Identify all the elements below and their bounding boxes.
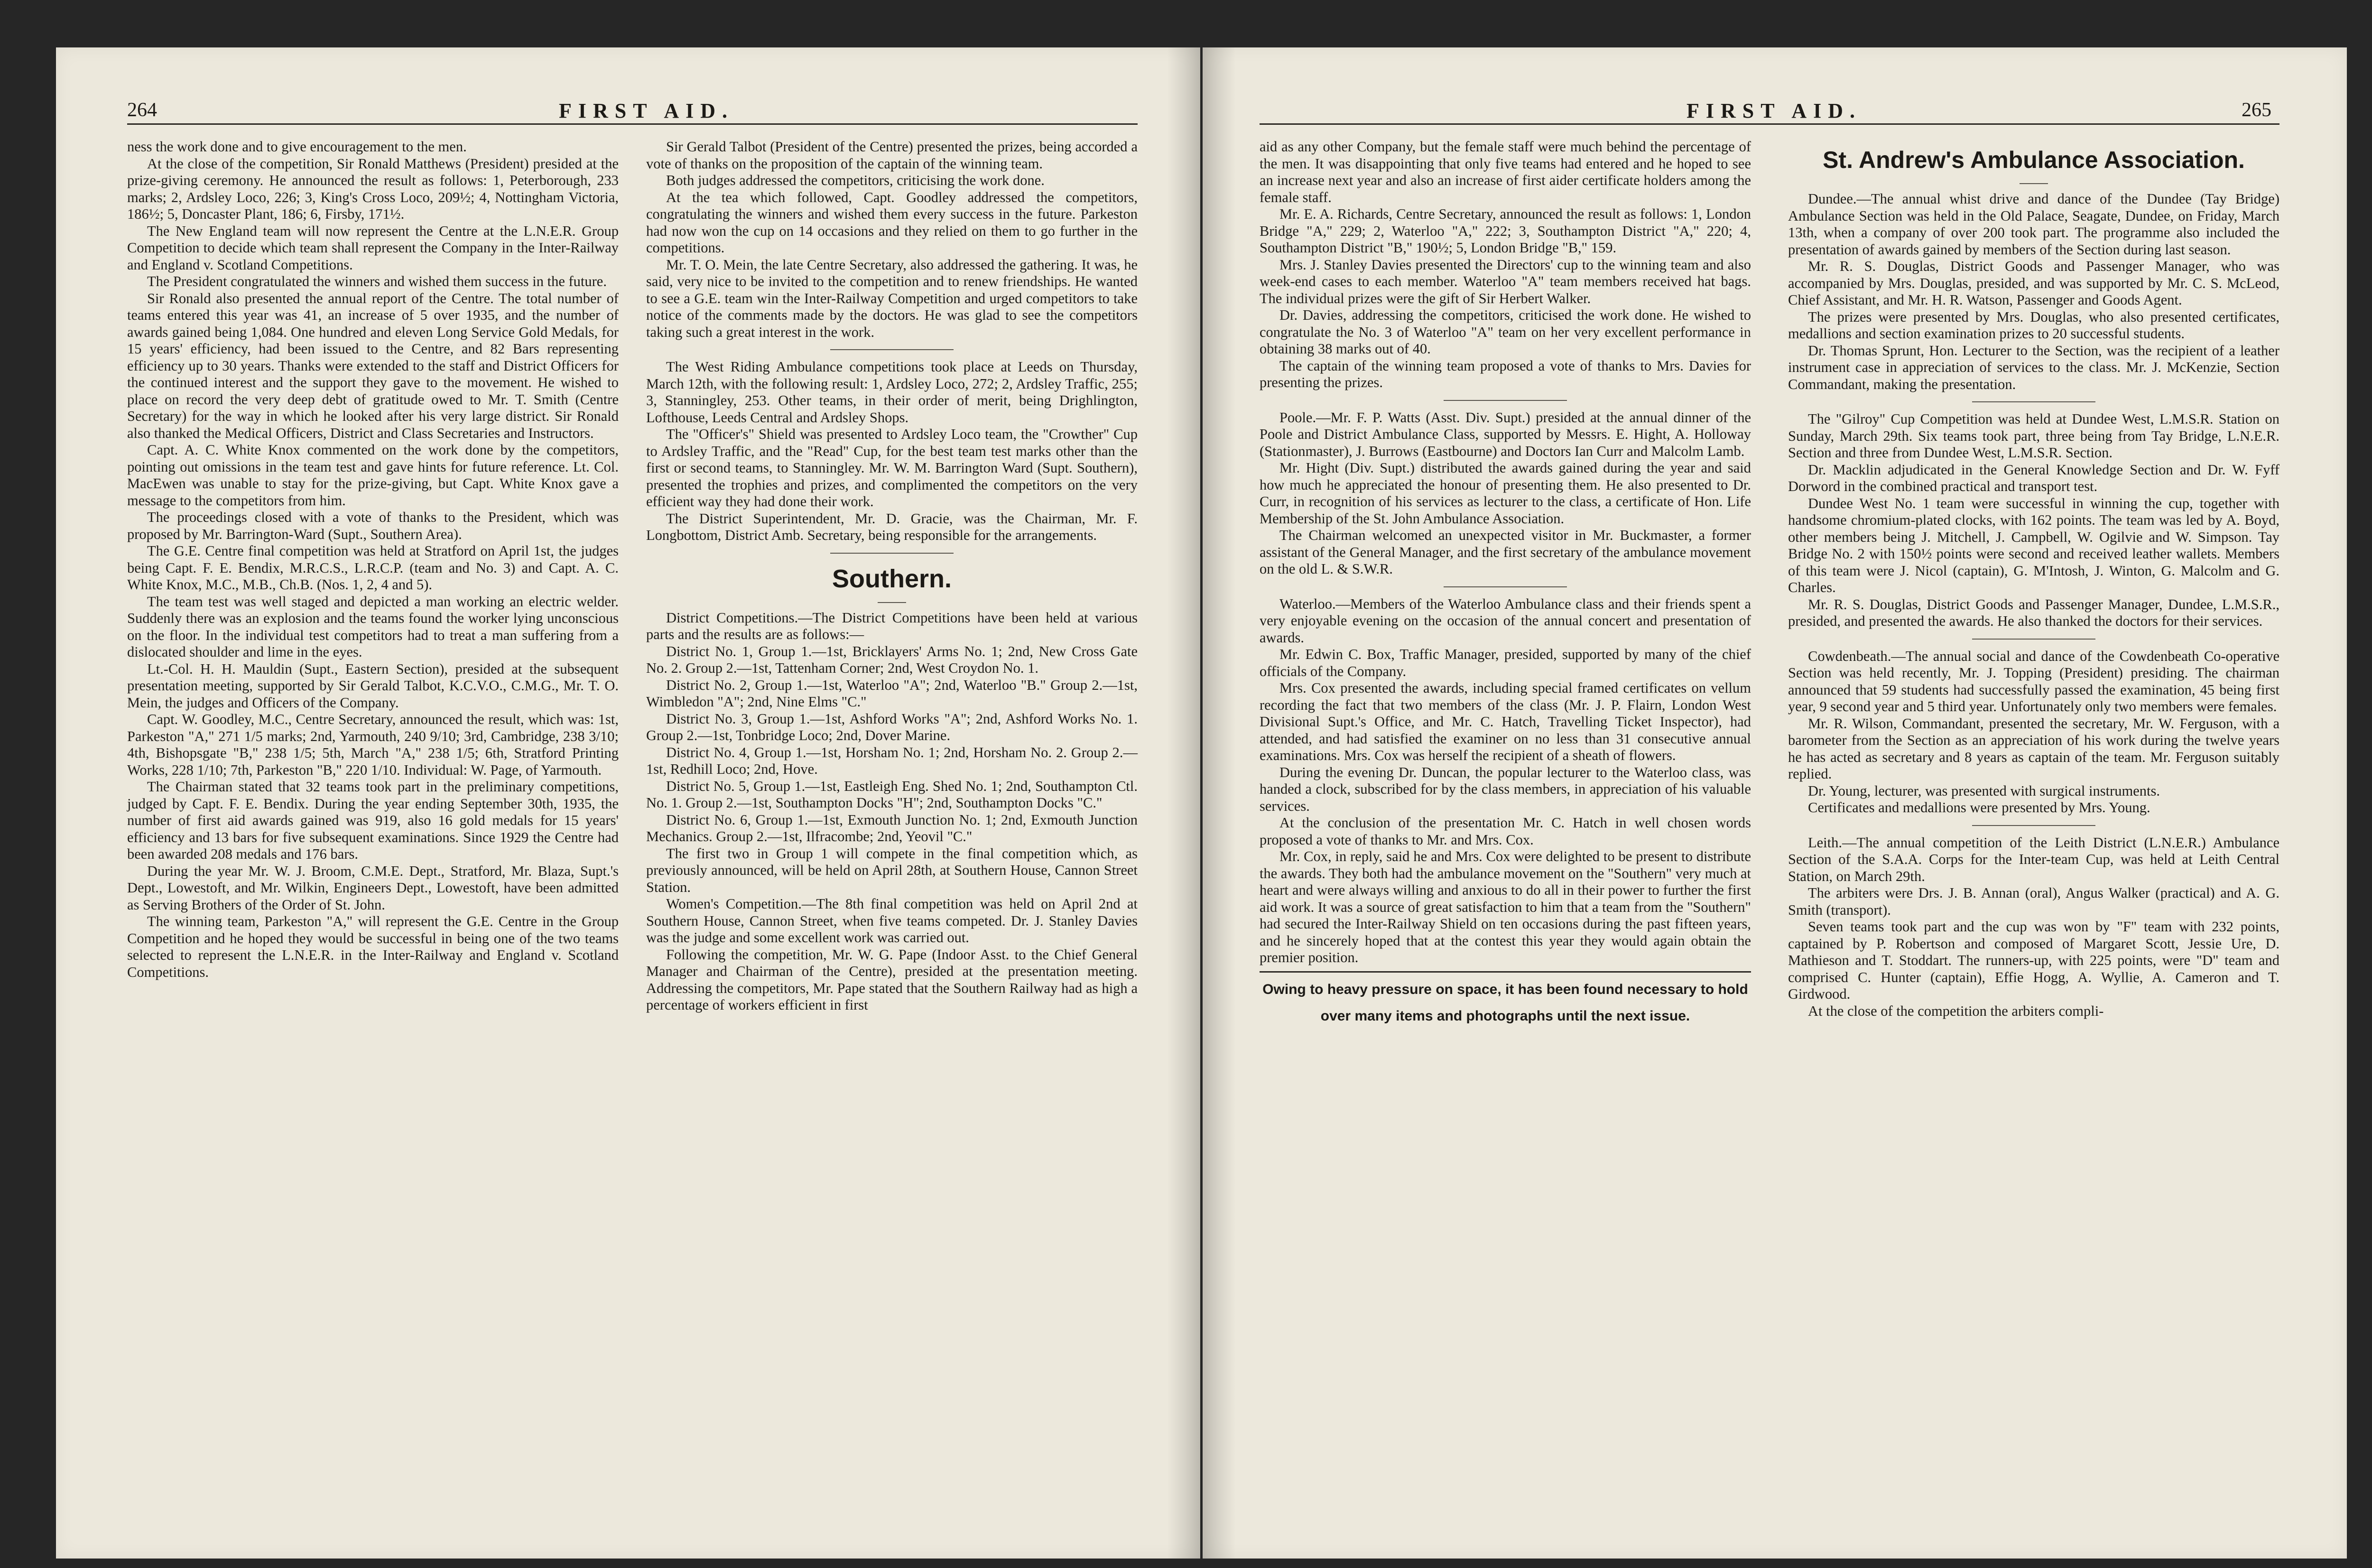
paragraph: At the close of the competition the arbiters compli-	[1808, 1002, 2104, 1019]
paragraph: The President congratulated the winners and wished them success in the future.	[147, 273, 607, 289]
left-page	[56, 47, 1200, 1559]
paragraph: aid as any other Company, but the female staff were much behind the percentage of the men. It was disappointing that only five teams had entered and he hoped to see an increase next year and also an increase of first aider certificate holders among the female staff.	[1260, 139, 1751, 205]
paragraph: At the close of the competition, Sir Ronald Matthews (President) presided at the prize-giving ceremony. He announced the result as follows: 1, Peterborough, 233 marks; 2, Ardsley Loco, 226; 3, King's Cross Loco, 209½; 4, Nottingham Victoria, 186½; 5, Doncaster Plant, 186; 6, Firsby, 171½.	[127, 155, 619, 222]
paragraph: The District Superintendent, Mr. D. Gracie, was the Chairman, Mr. F. Longbottom, District Amb. Secretary, being responsible for the arrangements.	[646, 510, 1138, 543]
paragraph: Dundee West No. 1 team were successful in winning the cup, together with handsome chromium-plated clocks, with 162 points. The team was led by A. Boyd, other members being J. Mitchell, J. Campbell, W. Ogilvie and W. Simpson. Tay Bridge No. 2 with 150½ points were second and received leather wallets. Members of this team were J. Nicol (captain), G. M'Intosh, J. Winton, G. Malcolm and G. Charles.	[1788, 495, 2279, 595]
paragraph: District No. 1, Group 1.—1st, Bricklayers' Arms No. 1; 2nd, New Cross Gate No. 2. Group 2.—1st, Tattenham Corner; 2nd, West Croydon No. 1.	[646, 643, 1138, 676]
paragraph: During the evening Dr. Duncan, the popular lecturer to the Waterloo class, was handed a clock, subscribed for by the class members, in appreciation of his valuable services.	[1260, 764, 1751, 814]
article-cowdenbeath	[1788, 648, 2279, 816]
paragraph: The "Gilroy" Cup Competition was held at Dundee West, L.M.S.R. Station on Sunday, March 29th. Six teams took part, three being from Tay Bridge, L.N.E.R. Section and three from Dundee West, L.M.S.R. Section.	[1788, 411, 2279, 461]
divider	[1444, 586, 1567, 587]
divider	[1972, 825, 2095, 826]
paragraph: The arbiters were Drs. J. B. Annan (oral), Angus Walker (practical) and A. G. Smith (transport).	[1788, 885, 2279, 918]
divider	[1972, 639, 2095, 640]
article-ge-centre-continued	[127, 139, 619, 981]
paragraph: At the conclusion of the presentation Mr. C. Hatch in well chosen words proposed a vote of thanks to Mr. and Mrs. Cox.	[1260, 815, 1751, 848]
right-page-column-1	[1260, 139, 1751, 1030]
article-leith	[1788, 835, 2279, 1020]
article-west-riding	[646, 359, 1138, 544]
page-number: 264	[127, 99, 157, 121]
paragraph: Capt. A. C. White Knox commented on the work done by the competitors, pointing out omissions in the team test and gave hints for future reference. Lt. Col. MacEwen was unable to stay for the prize-giving, but Capt. White Knox gave a message to the competitors from him.	[127, 442, 619, 509]
paragraph: District No. 3, Group 1.—1st, Ashford Works "A"; 2nd, Ashford Works No. 1. Group 2.—1st, Tonbridge Loco; 2nd, Dover Marine.	[646, 710, 1138, 743]
paragraph: Mr. Edwin C. Box, Traffic Manager, presided, supported by many of the chief officials of the Company.	[1260, 646, 1751, 679]
paragraph: Cowdenbeath.—The annual social and dance of the Cowdenbeath Co-operative Section was held recently, Mr. J. Topping (President) presiding. The chairman announced that 59 students had successfully passed the examination, 45 being first year, 9 second year and 5 third year. Unfortunately only two members were females.	[1788, 648, 2279, 714]
paragraph: At the tea which followed, Capt. Goodley addressed the competitors, congratulating the winners and wished them every success in the future. Parkeston had now won the cup on 14 occasions and they relied on them to go further in the competitions.	[646, 189, 1138, 256]
paragraph: Both judges addressed the competitors, criticising the work done.	[666, 172, 1045, 188]
paragraph: Dr. Thomas Sprunt, Hon. Lecturer to the Section, was the recipient of a leather instrument case in appreciation of services to the class. Mr. J. McKenzie, Section Commandant, making the presentation.	[1788, 342, 2279, 392]
paragraph: Sir Ronald also presented the annual report of the Centre. The total number of teams entered this year was 41, an increase of 5 over 1935, and the number of awards gained being 1,084. One hundred and eleven Long Service Gold Medals, for 15 years' efficiency, had been issued to the Centre, and 82 Bars representing efficiency up to 30 years. Thanks were extended to the staff and District Officers for the continued interest and the support they gave to the movement. He wished to place on record the very deep debt of gratitude owed to Mr. T. Smith (Centre Secretary) for the way in which he looked after his very large district. Sir Ronald also thanked the Medical Officers, District and Class Secretaries and Instructors.	[127, 290, 619, 441]
article-southern	[646, 610, 1138, 1014]
paragraph: District No. 4, Group 1.—1st, Horsham No. 1; 2nd, Horsham No. 2. Group 2.—1st, Redhill Loco; 2nd, Hove.	[646, 744, 1138, 777]
paragraph: Following the competition, Mr. W. G. Pape (Indoor Asst. to the Chief General Manager and Chairman of the Centre), presided at the presentation meeting. Addressing the competitors, Mr. Pape stated that the Southern Railway had as high a percentage of workers efficient in first	[646, 946, 1138, 1013]
right-page	[1203, 47, 2347, 1559]
paragraph: District No. 6, Group 1.—1st, Exmouth Junction No. 1; 2nd, Exmouth Junction Mechanics. Group 2.—1st, Ilfracombe; 2nd, Yeovil "C."	[646, 811, 1138, 844]
paragraph: Women's Competition.—The 8th final competition was held on April 2nd at Southern House, Cannon Street, when five teams competed. Dr. J. Stanley Davies was the judge and some excellent work was carried out.	[646, 896, 1138, 946]
paragraph: Dr. Young, lecturer, was presented with surgical instruments.	[1808, 782, 2160, 799]
paragraph: Certificates and medallions were presented by Mrs. Young.	[1808, 799, 2150, 816]
paragraph: The Chairman welcomed an unexpected visitor in Mr. Buckmaster, a former assistant of the General Manager, and the first secretary of the ambulance movement on the old L. & S.W.R.	[1260, 527, 1751, 577]
paragraph: Dr. Macklin adjudicated in the General Knowledge Section and Dr. W. Fyff Dorword in the combined practical and transport test.	[1788, 461, 2279, 494]
article-ge-centre-end	[646, 139, 1138, 341]
gutter-shadow	[1203, 47, 1236, 1559]
paragraph: The "Officer's" Shield was presented to Ardsley Loco team, the "Crowther" Cup to Ardsley Traffic, and the "Read" Cup, for the best team test marks other than the first or second teams, to Stanningley. Mr. W. M. Barrington Ward (Supt. Southern), presented the trophies and prizes, and complimented the competitors on the very efficient way they had done their work.	[646, 426, 1138, 510]
paragraph: Mrs. J. Stanley Davies presented the Directors' cup to the winning team and also week-end cases to each member. Waterloo "A" team members received hat bags. The individual prizes were the gift of Sir Herbert Walker.	[1260, 256, 1751, 306]
paragraph: District No. 2, Group 1.—1st, Waterloo "A"; 2nd, Waterloo "B." Group 2.—1st, Wimbledon "A"; 2nd, Nine Elms "C."	[646, 677, 1138, 710]
paragraph: Lt.-Col. H. H. Mauldin (Supt., Eastern Section), presided at the subsequent presentation meeting, supported by Sir Gerald Talbot, K.C.V.O., C.M.G., Mr. T. O. Mein, the judges and Officers of the Company.	[127, 660, 619, 711]
section-title-st-andrews: St. Andrew's Ambulance Association.	[1823, 147, 2245, 173]
paragraph: The G.E. Centre final competition was held at Stratford on April 1st, the judges being Capt. F. E. Bendix, M.R.C.S., L.R.C.P. (team and No. 3) and Capt. A. C. White Knox, M.C., M.B., Ch.B. (Nos. 1, 2, 4 and 5).	[127, 543, 619, 593]
article-poole	[1260, 409, 1751, 578]
article-gilroy-cup	[1788, 411, 2279, 630]
left-page-column-2	[646, 139, 1138, 1014]
paragraph: The proceedings closed with a vote of thanks to the President, which was proposed by Mr. Barrington-Ward (Supt., Southern Area).	[127, 509, 619, 542]
running-header	[1203, 99, 2347, 127]
paragraph: Dr. Davies, addressing the competitors, criticised the work done. He wished to congratulate the No. 3 of Waterloo "A" team on her very excellent performance in obtaining 38 marks out of 40.	[1260, 307, 1751, 357]
header-rule	[127, 123, 1138, 125]
paragraph: The first two in Group 1 will compete in the final competition which, as previously announced, will be held on April 28th, at Southern House, Cannon Street Station.	[646, 845, 1138, 895]
left-page-column-1	[127, 139, 619, 981]
paragraph: Sir Gerald Talbot (President of the Centre) presented the prizes, being accorded a vote of thanks on the proposition of the captain of the winning team.	[646, 139, 1138, 172]
paragraph: Mr. T. O. Mein, the late Centre Secretary, also addressed the gathering. It was, he said, very nice to be invited to the competition and to renew friendships. He wanted to see a G.E. team win the Inter-Railway Competition and urged competitors to take notice of the comments made by the doctors. He was glad to see the competitors taking such a great interest in the work.	[646, 256, 1138, 340]
paragraph: Mr. Hight (Div. Supt.) distributed the awards gained during the year and said how much he appreciated the honour of presenting them. He also presented to Dr. Curr, in recognition of his services as lecturer to the class, a certificate of Hon. Life Membership of the St. John Ambulance Association.	[1260, 460, 1751, 527]
gutter-shadow	[1167, 47, 1200, 1559]
running-header	[56, 99, 1200, 127]
divider	[1444, 400, 1567, 401]
divider	[830, 349, 954, 350]
paragraph: The captain of the winning team proposed a vote of thanks to Mrs. Davies for presenting the prizes.	[1260, 357, 1751, 390]
paragraph: Dundee.—The annual whist drive and dance of the Dundee (Tay Bridge) Ambulance Section was held in the Old Palace, Seagate, Dundee, on Friday, March 13th, when a company of over 200 took part. The programme also included the presentation of awards gained by members of the Section during last season.	[1788, 191, 2279, 258]
paragraph: Mr. Cox, in reply, said he and Mrs. Cox were delighted to be present to distribute the awards. They both had the ambulance movement on the "Southern" very much at heart and were always willing and anxious to do all in their power to further the first aid work. It was a source of great satisfaction to him that a team from the "Southern" had secured the Inter-Railway Shield on ten occasions during the past fifteen years, and he sincerely hoped that at the contest this year they would again obtain the premier position.	[1260, 848, 1751, 965]
paragraph: District No. 5, Group 1.—1st, Eastleigh Eng. Shed No. 1; 2nd, Southampton Ctl. No. 1. Group 2.—1st, Southampton Docks "H"; 2nd, Southampton Docks "C."	[646, 778, 1138, 811]
paragraph: District Competitions.—The District Competitions have been held at various parts and the results are as follows:—	[646, 609, 1138, 642]
paragraph: The team test was well staged and depicted a man working an electric welder. Suddenly there was an explosion and the teams found the worker lying unconscious on the floor. In the individual test competitors had to treat a man suffering from a dislocated shoulder and lime in the eyes.	[127, 593, 619, 660]
page-number: 265	[2242, 99, 2271, 121]
header-rule	[1260, 123, 2279, 125]
space-notice: Owing to heavy pressure on space, it has been found necessary to hold over many items and photographs until the next issue.	[1260, 971, 1751, 1030]
paragraph: Mrs. Cox presented the awards, including special framed certificates on vellum recording the fact that two members of the class (Mr. J. P. Flairn, London West Divisional Supt.'s Office, and Mr. C. Hatch, Travelling Ticket Inspector), had attended, and had satisfied the examiner on no less than 31 consecutive annual examinations. Mrs. Cox was herself the recipient of a sheath of flowers.	[1260, 680, 1751, 763]
paragraph: Mr. R. S. Douglas, District Goods and Passenger Manager, Dundee, L.M.S.R., presided, and presented the awards. He also thanked the doctors for their services.	[1788, 596, 2279, 629]
paragraph: Poole.—Mr. F. P. Watts (Asst. Div. Supt.) presided at the annual dinner of the Poole and District Ambulance Class, supported by Messrs. E. Hight, A. Holloway (Stationmaster), J. Burrows (Eastbourne) and Doctors Ian Curr and Malcolm Lamb.	[1260, 409, 1751, 459]
paragraph: The West Riding Ambulance competitions took place at Leeds on Thursday, March 12th, with the following result: 1, Ardsley Loco, 272; 2, Ardsley Traffic, 255; 3, Stanningley, 253. Other teams, in their order of merit, being Drighlington, Lofthouse, Leeds Central and Ardsley Shops.	[646, 359, 1138, 426]
paragraph: Mr. R. Wilson, Commandant, presented the secretary, Mr. W. Ferguson, with a barometer from the Section as an appreciation of his work during the twelve years he has acted as secretary and 8 years as captain of the team. Mr. Ferguson suitably replied.	[1788, 715, 2279, 782]
article-southern-continued	[1260, 139, 1751, 391]
divider	[878, 602, 906, 603]
divider	[830, 553, 954, 554]
paragraph: The winning team, Parkeston "A," will represent the G.E. Centre in the Group Competition and he hoped they would be successful in being one of the two teams selected to represent the L.N.E.R. in the Inter-Railway and England v. Scotland Competitions.	[127, 913, 619, 980]
paragraph: The New England team will now represent the Centre at the L.N.E.R. Group Competition to decide which team shall represent the Company in the Inter-Railway and England v. Scotland Competitions.	[127, 223, 619, 273]
journal-title: FIRST AID.	[1686, 99, 1862, 122]
divider	[2020, 183, 2048, 184]
paragraph: Leith.—The annual competition of the Leith District (L.N.E.R.) Ambulance Section of the S.A.A. Corps for the Inter-team Cup, was held at Leith Central Station, on March 29th.	[1788, 834, 2279, 884]
article-waterloo	[1260, 596, 1751, 966]
paragraph: The prizes were presented by Mrs. Douglas, who also presented certificates, medallions and section examination prizes to 20 successful students.	[1788, 308, 2279, 342]
paragraph: Waterloo.—Members of the Waterloo Ambulance class and their friends spent a very enjoyable evening on the occasion of the annual concert and presentation of awards.	[1260, 595, 1751, 646]
paragraph: Mr. R. S. Douglas, District Goods and Passenger Manager, who was accompanied by Mrs. Douglas, presided, and was supported by Mr. C. S. McLeod, Chief Assistant, and Mr. H. R. Watson, Passenger and Goods Agent.	[1788, 258, 2279, 308]
divider	[1972, 401, 2095, 402]
paragraph: Capt. W. Goodley, M.C., Centre Secretary, announced the result, which was: 1st, Parkeston "A," 271 1/5 marks; 2nd, Yarmouth, 240 9/10; 3rd, Cambridge, 238 3/10; 4th, Bishopsgate "B," 238 1/5; 5th, March "A," 238 1/5; 6th, Stratford Printing Works, 228 1/10; 7th, Parkeston "B," 220 1/10. Individual: W. Page, of Yarmouth.	[127, 711, 619, 778]
section-title-southern: Southern.	[832, 564, 952, 593]
article-dundee	[1788, 191, 2279, 393]
paragraph: During the year Mr. W. J. Broom, C.M.E. Dept., Stratford, Mr. Blaza, Supt.'s Dept., Lowestoft, and Mr. Wilkin, Engineers Dept., Lowestoft, have been admitted as Serving Brothers of the Order of St. John.	[127, 863, 619, 913]
journal-title: FIRST AID.	[559, 99, 734, 122]
paragraph: ness the work done and to give encouragement to the men.	[127, 139, 467, 155]
paragraph: The Chairman stated that 32 teams took part in the preliminary competitions, judged by Capt. F. E. Bendix. During the year ending September 30th, 1935, the number of first aid awards gained was 919, also 16 gold medals for 15 years' efficiency and 13 bars for five subsequent examinations. Since 1929 the Centre had been awarded 208 medals and 176 bars.	[127, 779, 619, 862]
right-page-column-2	[1788, 139, 2279, 1020]
paragraph: Mr. E. A. Richards, Centre Secretary, announced the result as follows: 1, London Bridge "A," 229; 2, Waterloo "A," 222; 3, Southampton District "A," 220; 4, Southampton District "B," 190½; 5, London Bridge "B," 159.	[1260, 206, 1751, 256]
paragraph: Seven teams took part and the cup was won by "F" team with 232 points, captained by P. Robertson and composed of Margaret Scott, Jessie Ure, D. Mathieson and T. Stoddart. The runners-up, with 225 points, were "D" team and comprised C. Hunter (captain), Effie Hogg, A. Wyllie, A. Cameron and T. Girdwood.	[1788, 919, 2279, 1002]
